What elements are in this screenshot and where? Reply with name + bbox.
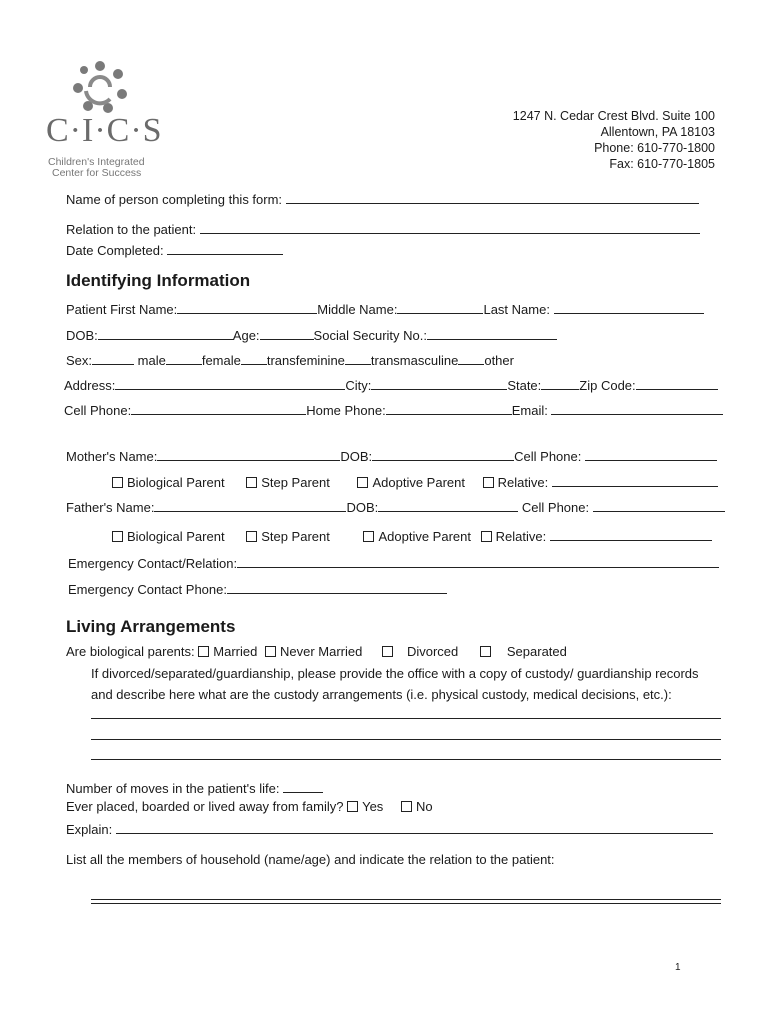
address-block (513, 108, 715, 172)
sex-transmasc-line[interactable] (345, 351, 371, 365)
father-cell-line[interactable] (593, 498, 725, 512)
mother-dob-line[interactable] (372, 447, 514, 461)
moves-line[interactable] (283, 779, 323, 793)
father-dob-line[interactable] (378, 498, 518, 512)
checkbox-icon[interactable] (246, 477, 257, 488)
mother-relative-option[interactable] (483, 475, 718, 490)
logo-subtitle-1: Children's Integrated (48, 156, 145, 168)
relation-label: Relation to the patient: (66, 222, 197, 237)
father-name-line[interactable] (154, 498, 346, 512)
ssn-line[interactable] (427, 326, 557, 340)
father-type-row (112, 527, 712, 544)
address-row (64, 376, 718, 393)
name-row (66, 300, 704, 317)
no-label: No (415, 799, 433, 814)
last-name-line[interactable] (554, 300, 704, 314)
email-label: Email: (511, 403, 548, 418)
mother-relative-line[interactable] (552, 473, 718, 487)
father-dob-label: DOB: (346, 500, 379, 515)
emergency-line[interactable] (237, 554, 719, 568)
checkbox-icon[interactable] (357, 477, 368, 488)
sex-other-line[interactable] (458, 351, 484, 365)
checkbox-icon[interactable] (401, 801, 412, 812)
address-line[interactable] (115, 376, 345, 390)
emergency-label: Emergency Contact/Relation: (68, 556, 238, 571)
custody-instructions-1: If divorced/separated/guardianship, please provide the office with a copy of custody/ guardianship records (91, 666, 699, 681)
age-label: Age: (232, 328, 260, 343)
separated-label: Separated (506, 644, 567, 659)
sex-female-line[interactable] (166, 351, 202, 365)
father-row (66, 498, 725, 515)
custody-instructions-2: and describe here what are the custody arrangements (i.e. physical custody, medical decisions, etc.): (91, 687, 672, 702)
explain-line[interactable] (116, 820, 713, 834)
parents-status-row (66, 644, 567, 659)
placed-no-option[interactable] (401, 799, 433, 814)
married-label: Married (213, 644, 258, 659)
checkbox-icon[interactable] (246, 531, 257, 542)
mother-cell-label: Cell Phone: (514, 449, 582, 464)
cell-phone-line[interactable] (131, 401, 306, 415)
completer-field[interactable] (66, 190, 699, 207)
adoptive-label: Adoptive Parent (372, 475, 465, 490)
sex-female-label: female (201, 353, 241, 368)
date-line[interactable] (167, 241, 283, 255)
step-label: Step Parent (261, 475, 330, 490)
checkbox-icon[interactable] (265, 646, 276, 657)
address-line-1: 1247 N. Cedar Crest Blvd. Suite 100 (512, 109, 715, 123)
checkbox-icon[interactable] (480, 646, 491, 657)
checkbox-icon[interactable] (112, 477, 123, 488)
father-bio-option[interactable] (112, 529, 225, 544)
phone-row (64, 401, 723, 418)
zip-label: Zip Code: (579, 378, 636, 393)
checkbox-icon[interactable] (382, 646, 393, 657)
home-phone-line[interactable] (386, 401, 512, 415)
moves-row (66, 779, 323, 796)
dob-row (66, 326, 557, 343)
logo-subtitle-2: Center for Success (52, 167, 142, 179)
placed-yes-option[interactable] (347, 799, 383, 814)
home-phone-label: Home Phone: (306, 403, 386, 418)
married-option[interactable] (198, 644, 257, 659)
explain-row (66, 820, 713, 837)
address-phone: Phone: 610-770-1800 (594, 141, 715, 155)
yes-label: Yes (362, 799, 384, 814)
household-label: List all the members of household (name/age) and indicate the relation to the patient: (66, 852, 555, 867)
separated-option[interactable] (480, 644, 567, 659)
address-fax: Fax: 610-770-1805 (609, 157, 715, 171)
never-married-option[interactable] (265, 644, 362, 659)
address-label: Address: (64, 378, 116, 393)
ssn-label: Social Security No.: (313, 328, 427, 343)
emergency-phone-row (68, 580, 447, 597)
sex-male-label: male (137, 353, 166, 368)
checkbox-icon[interactable] (363, 531, 374, 542)
city-line[interactable] (371, 376, 507, 390)
sex-male-line[interactable] (92, 351, 134, 365)
divorced-label: Divorced (406, 644, 459, 659)
father-relative-line[interactable] (550, 527, 712, 541)
sex-transmasc-label: transmasculine (370, 353, 459, 368)
checkbox-icon[interactable] (347, 801, 358, 812)
identifying-heading: Identifying Information (66, 271, 251, 290)
emergency-phone-line[interactable] (227, 580, 447, 594)
last-name-label: Last Name: (483, 302, 550, 317)
never-married-label: Never Married (279, 644, 363, 659)
mother-name-line[interactable] (157, 447, 340, 461)
placed-row (66, 799, 433, 814)
mother-type-row (112, 473, 718, 490)
email-line[interactable] (551, 401, 723, 415)
step-label: Step Parent (261, 529, 330, 544)
mother-dob-label: DOB: (340, 449, 373, 464)
middle-name-label: Middle Name: (317, 302, 398, 317)
mother-bio-option[interactable] (112, 475, 225, 490)
state-label: State: (507, 378, 542, 393)
relative-label: Relative: (495, 529, 547, 544)
relation-line[interactable] (200, 220, 700, 234)
relation-field[interactable] (66, 220, 700, 237)
emergency-row (68, 554, 719, 571)
relative-label: Relative: (497, 475, 549, 490)
sex-transfem-line[interactable] (241, 351, 267, 365)
custody-line-3[interactable] (91, 759, 721, 760)
first-name-label: Patient First Name: (66, 302, 178, 317)
completer-line[interactable] (286, 190, 699, 204)
bio-label: Biological Parent (127, 475, 225, 490)
living-heading: Living Arrangements (66, 617, 236, 636)
address-line-2: Allentown, PA 18103 (600, 125, 715, 139)
explain-label: Explain: (66, 822, 113, 837)
father-adoptive-option[interactable] (363, 529, 471, 544)
first-name-line[interactable] (177, 300, 317, 314)
moves-label: Number of moves in the patient's life: (66, 781, 280, 796)
sex-label: Sex: (66, 353, 93, 368)
state-line[interactable] (541, 376, 579, 390)
sex-row (66, 351, 514, 368)
sex-other-label: other (484, 353, 514, 368)
custody-line-1[interactable] (91, 718, 721, 719)
mother-adoptive-option[interactable] (357, 475, 465, 490)
emergency-phone-label: Emergency Contact Phone: (68, 582, 227, 597)
middle-name-line[interactable] (397, 300, 483, 314)
adoptive-label: Adoptive Parent (378, 529, 471, 544)
placed-label: Ever placed, boarded or lived away from family? (66, 799, 344, 814)
checkbox-icon[interactable] (112, 531, 123, 542)
checkbox-icon[interactable] (483, 477, 494, 488)
household-line-2[interactable] (91, 903, 721, 904)
custody-line-2[interactable] (91, 739, 721, 740)
mother-step-option[interactable] (246, 475, 330, 490)
completer-label: Name of person completing this form: (66, 192, 283, 207)
logo-name: C·I·C·S (46, 112, 163, 149)
logo-icon (72, 60, 128, 114)
mother-row (66, 447, 717, 464)
mother-cell-line[interactable] (585, 447, 717, 461)
mother-name-label: Mother's Name: (66, 449, 158, 464)
sex-transfem-label: transfeminine (266, 353, 345, 368)
father-step-option[interactable] (246, 529, 330, 544)
dob-label: DOB: (66, 328, 98, 343)
date-label: Date Completed: (66, 243, 164, 258)
page-number: 1 (675, 962, 681, 973)
age-line[interactable] (260, 326, 314, 340)
parents-status-label: Are biological parents: (66, 644, 195, 659)
divorced-option[interactable] (382, 644, 458, 659)
zip-line[interactable] (636, 376, 718, 390)
checkbox-icon[interactable] (481, 531, 492, 542)
father-name-label: Father's Name: (66, 500, 155, 515)
checkbox-icon[interactable] (198, 646, 209, 657)
father-relative-option[interactable] (481, 529, 712, 544)
cell-phone-label: Cell Phone: (64, 403, 132, 418)
city-label: City: (345, 378, 372, 393)
household-line-1[interactable] (91, 899, 721, 900)
bio-label: Biological Parent (127, 529, 225, 544)
date-field[interactable] (66, 241, 283, 258)
dob-line[interactable] (98, 326, 233, 340)
father-cell-label: Cell Phone: (521, 500, 590, 515)
